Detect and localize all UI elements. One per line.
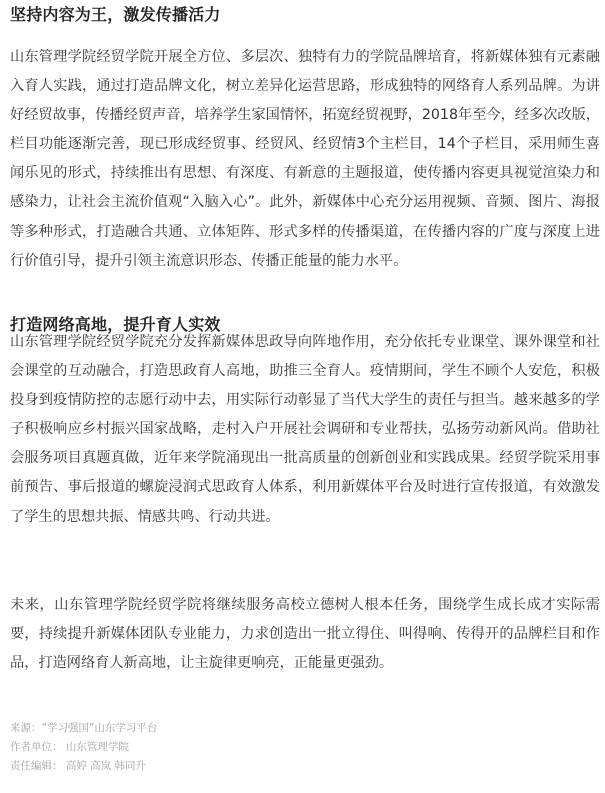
paragraph-network-highland: 山东管理学院经贸学院充分发挥新媒体思政导向阵地作用，充分依托专业课堂、课外课堂和社会课堂的互动融合，打造思政育人高地，助推三全育人。疫情期间，学生不顾个人安危，积极投身到疫情防控的志愿行动中去，用实际行动彰显了当代大学生的责任与担当。越来越多的学子积极响应乡村振兴国家战略，走村入户开展社会调研和专业帮扶，弘扬劳动新风尚。借助社会服务项目真题真做，近年来学院涌现出一批高质量的创新创业和实践成果。经贸学院采用事前预告、事后报道的螺旋浸润式思政育人体系，利用新媒体平台及时进行宣传报道，有效激发了学生的思想共振、情感共鸣、行动共进。: [10, 334, 600, 525]
paragraph-content-king: 山东管理学院经贸学院开展全方位、多层次、独特有力的学院品牌培育，将新媒体独有元素融入育人实践，通过打造品牌文化，树立差异化运营思路，形成独特的网络育人系列品牌。为讲好经贸故事，传播经贸声音，培养学生家国情怀，拓宽经贸视野，2018年至今，经多次改版，栏目功能逐渐完善，现已形成经贸事、经贸风、经贸情3个主栏目，14个子栏目，采用师生喜闻乐见的形式，持续推出有思想、有深度、有新意的主题报道，使传播内容更具视觉渲染力和感染力，让社会主流价值观“入脑入心”。此外，新媒体中心充分运用视频、音频、图片、海报等多种形式，打造融合共通、立体矩阵、形式多样的传播渠道，在传播内容的广度与深度上进行价值引导，提升引领主流意识形态、传播正能量的能力水平。: [10, 49, 600, 269]
source-info: [10, 719, 600, 776]
source-editor: 责任编辑： 高婷 高岚 韩同升: [10, 760, 147, 772]
paragraph-future: 未来，山东管理学院经贸学院将继续服务高校立德树人根本任务，围绕学生成长成才实际需要，持续提升新媒体团队专业能力，力求创造出一批立得住、叫得响、传得开的品牌栏目和作品，打造网络育人新高地，让主旋律更响亮，正能量更强劲。: [10, 597, 600, 672]
section-heading-1: 坚持内容为王，激发传播活力: [10, 5, 221, 24]
source-author-unit: 作者单位： 山东管理学院: [10, 741, 129, 753]
section-heading-2: 打造网络高地，提升育人实效: [10, 315, 221, 334]
source-origin: 来源：“学习强国”山东学习平台: [10, 722, 158, 734]
